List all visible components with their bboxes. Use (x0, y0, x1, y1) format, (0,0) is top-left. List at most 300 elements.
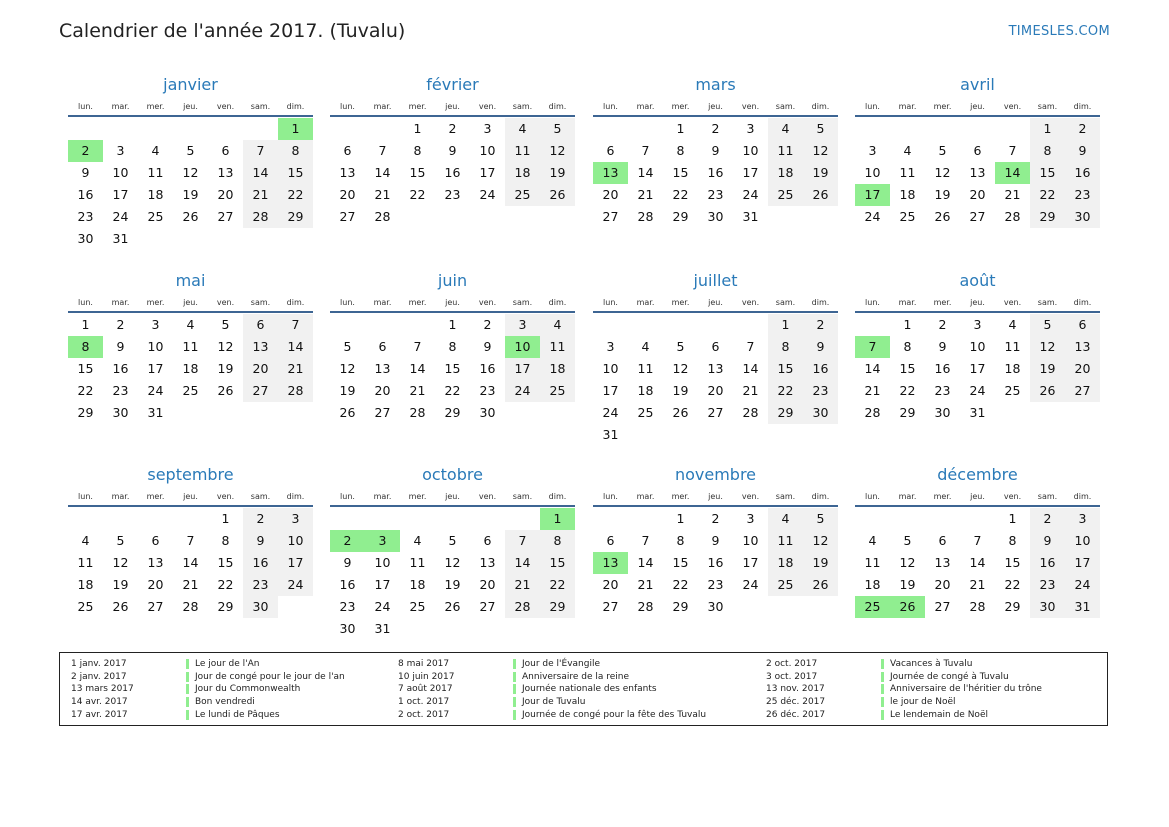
day-cell[interactable]: 7 (641, 533, 650, 548)
day-cell[interactable]: 30 (339, 621, 356, 636)
day-cell[interactable]: 9 (803, 336, 838, 358)
day-cell[interactable]: 20 (374, 383, 391, 398)
day-cell[interactable]: 18 (864, 577, 881, 592)
day-cell[interactable]: 13 (147, 555, 164, 570)
day-cell[interactable]: 3 (746, 511, 755, 526)
day-cell[interactable]: 29 (444, 405, 461, 420)
day-cell[interactable]: 19 (672, 383, 689, 398)
day-cell[interactable]: 6 (343, 143, 352, 158)
day-cell[interactable]: 1 (1008, 511, 1017, 526)
day-cell[interactable]: 20 (934, 577, 951, 592)
day-cell[interactable]: 16 (112, 361, 129, 376)
day-cell[interactable]: 30 (803, 402, 838, 424)
day-cell[interactable]: 4 (81, 533, 90, 548)
day-cell[interactable]: 24 (742, 187, 759, 202)
day-cell[interactable]: 6 (938, 533, 947, 548)
day-cell[interactable]: 5 (803, 508, 838, 530)
day-cell[interactable]: 7 (278, 314, 313, 336)
day-cell[interactable]: 18 (1004, 361, 1021, 376)
day-cell[interactable]: 18 (182, 361, 199, 376)
day-cell[interactable]: 17 (969, 361, 986, 376)
day-cell[interactable]: 13 (217, 165, 234, 180)
day-cell[interactable]: 17 (374, 577, 391, 592)
day-cell[interactable]: 15 (768, 358, 803, 380)
day-cell[interactable]: 8 (278, 140, 313, 162)
day-cell[interactable]: 7 (186, 533, 195, 548)
day-cell[interactable]: 5 (343, 339, 352, 354)
day-cell[interactable]: 6 (483, 533, 492, 548)
day-cell[interactable]: 10 (602, 361, 619, 376)
day-cell[interactable]: 18 (637, 383, 654, 398)
day-cell[interactable]: 28 (864, 405, 881, 420)
day-cell[interactable]: 29 (672, 209, 689, 224)
day-cell[interactable]: 9 (711, 533, 720, 548)
day-cell[interactable]: 25 (637, 405, 654, 420)
holiday-day-cell[interactable]: 7 (855, 336, 890, 358)
day-cell[interactable]: 7 (973, 533, 982, 548)
day-cell[interactable]: 17 (1065, 552, 1100, 574)
day-cell[interactable]: 13 (934, 555, 951, 570)
holiday-day-cell[interactable]: 8 (68, 336, 103, 358)
day-cell[interactable]: 8 (1008, 533, 1017, 548)
day-cell[interactable]: 1 (1030, 118, 1065, 140)
day-cell[interactable]: 8 (903, 339, 912, 354)
day-cell[interactable]: 21 (1004, 187, 1021, 202)
day-cell[interactable]: 9 (448, 143, 457, 158)
day-cell[interactable]: 14 (374, 165, 391, 180)
day-cell[interactable]: 23 (243, 574, 278, 596)
day-cell[interactable]: 14 (505, 552, 540, 574)
day-cell[interactable]: 16 (243, 552, 278, 574)
day-cell[interactable]: 28 (278, 380, 313, 402)
day-cell[interactable]: 5 (186, 143, 195, 158)
day-cell[interactable]: 3 (116, 143, 125, 158)
day-cell[interactable]: 14 (864, 361, 881, 376)
day-cell[interactable]: 5 (540, 118, 575, 140)
day-cell[interactable]: 23 (1065, 184, 1100, 206)
day-cell[interactable]: 31 (374, 621, 391, 636)
day-cell[interactable]: 9 (1030, 530, 1065, 552)
day-cell[interactable]: 5 (116, 533, 125, 548)
day-cell[interactable]: 17 (278, 552, 313, 574)
day-cell[interactable]: 15 (77, 361, 94, 376)
day-cell[interactable]: 4 (413, 533, 422, 548)
day-cell[interactable]: 18 (147, 187, 164, 202)
day-cell[interactable]: 31 (742, 209, 759, 224)
day-cell[interactable]: 20 (602, 187, 619, 202)
day-cell[interactable]: 2 (1065, 118, 1100, 140)
day-cell[interactable]: 30 (77, 231, 94, 246)
day-cell[interactable]: 3 (483, 121, 492, 136)
day-cell[interactable]: 16 (1030, 552, 1065, 574)
day-cell[interactable]: 28 (1004, 209, 1021, 224)
day-cell[interactable]: 3 (151, 317, 160, 332)
day-cell[interactable]: 9 (116, 339, 125, 354)
day-cell[interactable]: 28 (182, 599, 199, 614)
day-cell[interactable]: 13 (479, 555, 496, 570)
day-cell[interactable]: 30 (479, 405, 496, 420)
day-cell[interactable]: 2 (711, 511, 720, 526)
day-cell[interactable]: 5 (448, 533, 457, 548)
day-cell[interactable]: 11 (77, 555, 94, 570)
day-cell[interactable]: 15 (672, 165, 689, 180)
day-cell[interactable]: 20 (243, 358, 278, 380)
day-cell[interactable]: 11 (182, 339, 199, 354)
day-cell[interactable]: 16 (339, 577, 356, 592)
day-cell[interactable]: 13 (969, 165, 986, 180)
day-cell[interactable]: 17 (602, 383, 619, 398)
day-cell[interactable]: 29 (1030, 206, 1065, 228)
day-cell[interactable]: 12 (803, 530, 838, 552)
day-cell[interactable]: 14 (637, 165, 654, 180)
day-cell[interactable]: 4 (1008, 317, 1017, 332)
day-cell[interactable]: 26 (217, 383, 234, 398)
day-cell[interactable]: 7 (746, 339, 755, 354)
day-cell[interactable]: 29 (278, 206, 313, 228)
day-cell[interactable]: 11 (409, 555, 426, 570)
day-cell[interactable]: 12 (672, 361, 689, 376)
day-cell[interactable]: 8 (676, 143, 685, 158)
day-cell[interactable]: 11 (1004, 339, 1021, 354)
day-cell[interactable]: 11 (899, 165, 916, 180)
day-cell[interactable]: 1 (676, 511, 685, 526)
day-cell[interactable]: 26 (540, 184, 575, 206)
day-cell[interactable]: 14 (278, 336, 313, 358)
day-cell[interactable]: 8 (448, 339, 457, 354)
day-cell[interactable]: 19 (1030, 358, 1065, 380)
holiday-day-cell[interactable]: 1 (278, 118, 313, 140)
day-cell[interactable]: 2 (938, 317, 947, 332)
day-cell[interactable]: 23 (339, 599, 356, 614)
holiday-day-cell[interactable]: 25 (855, 596, 890, 618)
day-cell[interactable]: 31 (602, 427, 619, 442)
day-cell[interactable]: 6 (606, 533, 615, 548)
day-cell[interactable]: 4 (903, 143, 912, 158)
day-cell[interactable]: 14 (182, 555, 199, 570)
day-cell[interactable]: 4 (186, 317, 195, 332)
day-cell[interactable]: 15 (444, 361, 461, 376)
day-cell[interactable]: 26 (182, 209, 199, 224)
day-cell[interactable]: 7 (641, 143, 650, 158)
day-cell[interactable]: 1 (768, 314, 803, 336)
day-cell[interactable]: 13 (243, 336, 278, 358)
day-cell[interactable]: 19 (217, 361, 234, 376)
day-cell[interactable]: 5 (1030, 314, 1065, 336)
day-cell[interactable]: 13 (339, 165, 356, 180)
day-cell[interactable]: 26 (112, 599, 129, 614)
day-cell[interactable]: 2 (448, 121, 457, 136)
day-cell[interactable]: 2 (116, 317, 125, 332)
day-cell[interactable]: 27 (147, 599, 164, 614)
day-cell[interactable]: 9 (483, 339, 492, 354)
holiday-day-cell[interactable]: 13 (593, 552, 628, 574)
day-cell[interactable]: 16 (479, 361, 496, 376)
day-cell[interactable]: 10 (742, 143, 759, 158)
day-cell[interactable]: 20 (707, 383, 724, 398)
day-cell[interactable]: 27 (217, 209, 234, 224)
day-cell[interactable]: 16 (444, 165, 461, 180)
day-cell[interactable]: 4 (151, 143, 160, 158)
day-cell[interactable]: 24 (864, 209, 881, 224)
holiday-day-cell[interactable]: 1 (540, 508, 575, 530)
day-cell[interactable]: 30 (243, 596, 278, 618)
holiday-day-cell[interactable]: 13 (593, 162, 628, 184)
day-cell[interactable]: 22 (77, 383, 94, 398)
day-cell[interactable]: 12 (540, 140, 575, 162)
day-cell[interactable]: 2 (1030, 508, 1065, 530)
day-cell[interactable]: 15 (899, 361, 916, 376)
day-cell[interactable]: 9 (938, 339, 947, 354)
day-cell[interactable]: 15 (672, 555, 689, 570)
day-cell[interactable]: 23 (77, 209, 94, 224)
day-cell[interactable]: 26 (1030, 380, 1065, 402)
day-cell[interactable]: 24 (602, 405, 619, 420)
day-cell[interactable]: 24 (1065, 574, 1100, 596)
day-cell[interactable]: 11 (864, 555, 881, 570)
day-cell[interactable]: 23 (444, 187, 461, 202)
day-cell[interactable]: 7 (1008, 143, 1017, 158)
day-cell[interactable]: 24 (147, 383, 164, 398)
day-cell[interactable]: 24 (505, 380, 540, 402)
day-cell[interactable]: 15 (217, 555, 234, 570)
day-cell[interactable]: 15 (409, 165, 426, 180)
day-cell[interactable]: 20 (339, 187, 356, 202)
day-cell[interactable]: 25 (1004, 383, 1021, 398)
day-cell[interactable]: 29 (672, 599, 689, 614)
day-cell[interactable]: 18 (77, 577, 94, 592)
day-cell[interactable]: 21 (637, 577, 654, 592)
day-cell[interactable]: 13 (374, 361, 391, 376)
day-cell[interactable]: 19 (934, 187, 951, 202)
day-cell[interactable]: 12 (112, 555, 129, 570)
day-cell[interactable]: 20 (1065, 358, 1100, 380)
day-cell[interactable]: 8 (768, 336, 803, 358)
day-cell[interactable]: 17 (742, 165, 759, 180)
day-cell[interactable]: 14 (409, 361, 426, 376)
day-cell[interactable]: 4 (768, 118, 803, 140)
day-cell[interactable]: 11 (768, 140, 803, 162)
day-cell[interactable]: 21 (742, 383, 759, 398)
day-cell[interactable]: 27 (602, 599, 619, 614)
day-cell[interactable]: 6 (378, 339, 387, 354)
day-cell[interactable]: 10 (278, 530, 313, 552)
day-cell[interactable]: 7 (505, 530, 540, 552)
day-cell[interactable]: 22 (768, 380, 803, 402)
day-cell[interactable]: 12 (899, 555, 916, 570)
day-cell[interactable]: 7 (413, 339, 422, 354)
day-cell[interactable]: 28 (969, 599, 986, 614)
day-cell[interactable]: 10 (112, 165, 129, 180)
day-cell[interactable]: 22 (1004, 577, 1021, 592)
day-cell[interactable]: 18 (505, 162, 540, 184)
day-cell[interactable]: 28 (243, 206, 278, 228)
day-cell[interactable]: 23 (934, 383, 951, 398)
day-cell[interactable]: 19 (899, 577, 916, 592)
day-cell[interactable]: 10 (147, 339, 164, 354)
day-cell[interactable]: 16 (77, 187, 94, 202)
day-cell[interactable]: 8 (221, 533, 230, 548)
day-cell[interactable]: 27 (243, 380, 278, 402)
day-cell[interactable]: 4 (768, 508, 803, 530)
day-cell[interactable]: 8 (540, 530, 575, 552)
day-cell[interactable]: 30 (1065, 206, 1100, 228)
holiday-day-cell[interactable]: 2 (68, 140, 103, 162)
day-cell[interactable]: 17 (147, 361, 164, 376)
day-cell[interactable]: 21 (864, 383, 881, 398)
day-cell[interactable]: 16 (803, 358, 838, 380)
day-cell[interactable]: 2 (243, 508, 278, 530)
day-cell[interactable]: 18 (899, 187, 916, 202)
day-cell[interactable]: 20 (602, 577, 619, 592)
day-cell[interactable]: 8 (413, 143, 422, 158)
day-cell[interactable]: 12 (1030, 336, 1065, 358)
day-cell[interactable]: 3 (973, 317, 982, 332)
day-cell[interactable]: 5 (803, 118, 838, 140)
day-cell[interactable]: 12 (217, 339, 234, 354)
day-cell[interactable]: 20 (969, 187, 986, 202)
day-cell[interactable]: 17 (505, 358, 540, 380)
day-cell[interactable]: 11 (505, 140, 540, 162)
day-cell[interactable]: 19 (182, 187, 199, 202)
day-cell[interactable]: 22 (217, 577, 234, 592)
day-cell[interactable]: 5 (903, 533, 912, 548)
day-cell[interactable]: 21 (637, 187, 654, 202)
day-cell[interactable]: 19 (112, 577, 129, 592)
day-cell[interactable]: 28 (637, 209, 654, 224)
day-cell[interactable]: 26 (934, 209, 951, 224)
day-cell[interactable]: 21 (505, 574, 540, 596)
day-cell[interactable]: 21 (182, 577, 199, 592)
day-cell[interactable]: 17 (742, 555, 759, 570)
day-cell[interactable]: 6 (606, 143, 615, 158)
day-cell[interactable]: 14 (243, 162, 278, 184)
day-cell[interactable]: 22 (278, 184, 313, 206)
day-cell[interactable]: 3 (505, 314, 540, 336)
day-cell[interactable]: 4 (540, 314, 575, 336)
day-cell[interactable]: 21 (374, 187, 391, 202)
day-cell[interactable]: 3 (278, 508, 313, 530)
day-cell[interactable]: 5 (221, 317, 230, 332)
day-cell[interactable]: 22 (672, 187, 689, 202)
day-cell[interactable]: 27 (707, 405, 724, 420)
day-cell[interactable]: 27 (934, 599, 951, 614)
day-cell[interactable]: 22 (409, 187, 426, 202)
day-cell[interactable]: 24 (479, 187, 496, 202)
day-cell[interactable]: 22 (672, 577, 689, 592)
day-cell[interactable]: 6 (243, 314, 278, 336)
day-cell[interactable]: 23 (1030, 574, 1065, 596)
holiday-day-cell[interactable]: 2 (330, 530, 365, 552)
day-cell[interactable]: 31 (969, 405, 986, 420)
day-cell[interactable]: 3 (868, 143, 877, 158)
day-cell[interactable]: 19 (803, 162, 838, 184)
day-cell[interactable]: 22 (899, 383, 916, 398)
day-cell[interactable]: 1 (221, 511, 230, 526)
day-cell[interactable]: 3 (1065, 508, 1100, 530)
day-cell[interactable]: 1 (448, 317, 457, 332)
day-cell[interactable]: 16 (934, 361, 951, 376)
day-cell[interactable]: 4 (505, 118, 540, 140)
day-cell[interactable]: 19 (339, 383, 356, 398)
day-cell[interactable]: 10 (742, 533, 759, 548)
day-cell[interactable]: 15 (540, 552, 575, 574)
day-cell[interactable]: 2 (483, 317, 492, 332)
day-cell[interactable]: 28 (505, 596, 540, 618)
day-cell[interactable]: 21 (409, 383, 426, 398)
day-cell[interactable]: 29 (899, 405, 916, 420)
day-cell[interactable]: 18 (540, 358, 575, 380)
day-cell[interactable]: 21 (243, 184, 278, 206)
day-cell[interactable]: 3 (606, 339, 615, 354)
day-cell[interactable]: 11 (147, 165, 164, 180)
day-cell[interactable]: 23 (707, 187, 724, 202)
day-cell[interactable]: 13 (707, 361, 724, 376)
day-cell[interactable]: 1 (413, 121, 422, 136)
day-cell[interactable]: 31 (112, 231, 129, 246)
day-cell[interactable]: 25 (899, 209, 916, 224)
day-cell[interactable]: 22 (540, 574, 575, 596)
day-cell[interactable]: 1 (81, 317, 90, 332)
holiday-day-cell[interactable]: 17 (855, 184, 890, 206)
day-cell[interactable]: 29 (768, 402, 803, 424)
day-cell[interactable]: 9 (1065, 140, 1100, 162)
day-cell[interactable]: 16 (707, 165, 724, 180)
day-cell[interactable]: 4 (868, 533, 877, 548)
day-cell[interactable]: 30 (934, 405, 951, 420)
day-cell[interactable]: 8 (676, 533, 685, 548)
day-cell[interactable]: 8 (1030, 140, 1065, 162)
holiday-day-cell[interactable]: 14 (995, 162, 1030, 184)
day-cell[interactable]: 21 (969, 577, 986, 592)
day-cell[interactable]: 6 (711, 339, 720, 354)
day-cell[interactable]: 23 (479, 383, 496, 398)
day-cell[interactable]: 20 (217, 187, 234, 202)
day-cell[interactable]: 24 (112, 209, 129, 224)
day-cell[interactable]: 14 (637, 555, 654, 570)
day-cell[interactable]: 27 (1065, 380, 1100, 402)
day-cell[interactable]: 20 (147, 577, 164, 592)
day-cell[interactable]: 25 (505, 184, 540, 206)
day-cell[interactable]: 31 (147, 405, 164, 420)
day-cell[interactable]: 24 (278, 574, 313, 596)
day-cell[interactable]: 18 (768, 162, 803, 184)
day-cell[interactable]: 26 (672, 405, 689, 420)
day-cell[interactable]: 19 (803, 552, 838, 574)
day-cell[interactable]: 23 (112, 383, 129, 398)
day-cell[interactable]: 4 (641, 339, 650, 354)
day-cell[interactable]: 26 (803, 184, 838, 206)
day-cell[interactable]: 27 (374, 405, 391, 420)
day-cell[interactable]: 24 (969, 383, 986, 398)
day-cell[interactable]: 2 (803, 314, 838, 336)
day-cell[interactable]: 6 (1065, 314, 1100, 336)
day-cell[interactable]: 17 (479, 165, 496, 180)
day-cell[interactable]: 26 (339, 405, 356, 420)
day-cell[interactable]: 6 (973, 143, 982, 158)
day-cell[interactable]: 12 (444, 555, 461, 570)
day-cell[interactable]: 23 (707, 577, 724, 592)
site-link[interactable]: TIMESLES.COM (1008, 24, 1110, 39)
day-cell[interactable]: 19 (444, 577, 461, 592)
day-cell[interactable]: 1 (903, 317, 912, 332)
day-cell[interactable]: 28 (409, 405, 426, 420)
day-cell[interactable]: 11 (540, 336, 575, 358)
day-cell[interactable]: 25 (409, 599, 426, 614)
day-cell[interactable]: 1 (676, 121, 685, 136)
day-cell[interactable]: 27 (602, 209, 619, 224)
day-cell[interactable]: 27 (339, 209, 356, 224)
holiday-day-cell[interactable]: 26 (890, 596, 925, 618)
